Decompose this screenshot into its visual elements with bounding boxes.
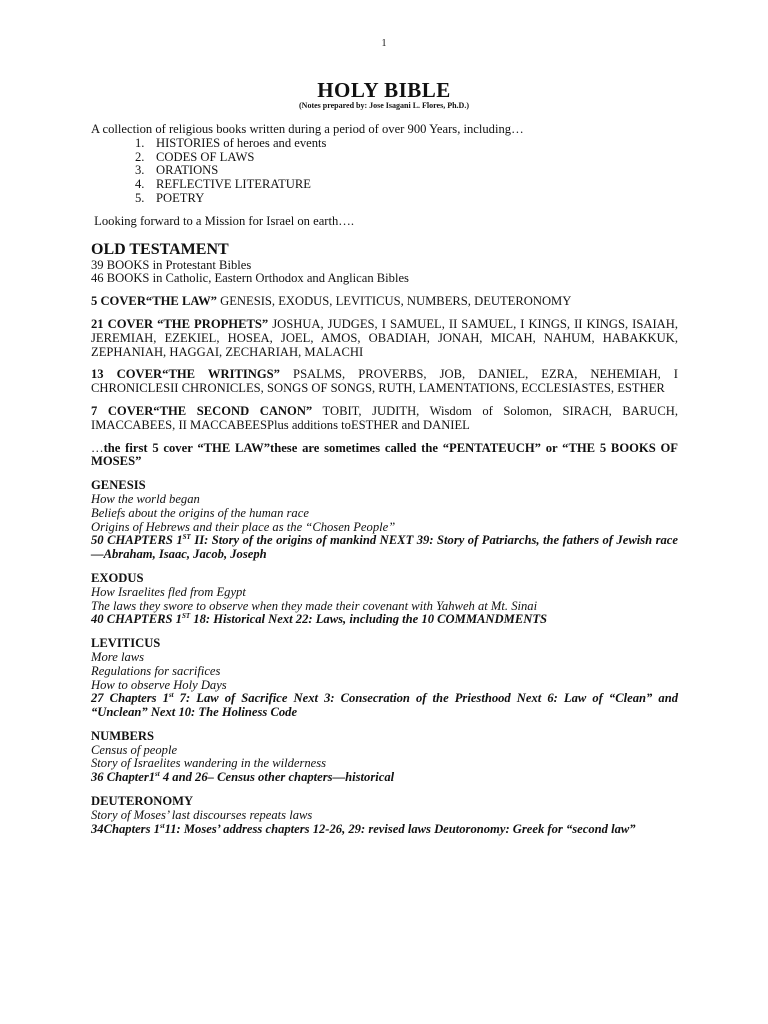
cover-text: GENESIS, EXODUS, LEVITICUS, NUMBERS, DEUTERONOMY	[216, 294, 572, 309]
genesis-note: How the world began	[91, 491, 200, 506]
ordinal-suffix: st	[155, 770, 160, 779]
list-item-text: CODES OF LAWS	[156, 149, 255, 164]
author-notes: (Notes prepared by: Jose Isagani L. Flores, Ph.D.)	[299, 101, 469, 110]
list-item-text: ORATIONS	[156, 163, 219, 178]
cover-label: 13 COVER“THE WRITINGS”	[91, 367, 280, 382]
exodus-note: How Israelites fled from Egypt	[91, 584, 246, 599]
leviticus-summary	[91, 692, 678, 720]
list-item-text: REFLECTIVE LITERATURE	[156, 177, 311, 192]
pentateuch-paragraph	[91, 442, 678, 470]
leviticus-heading: LEVITICUS	[91, 636, 161, 651]
summary-text: 40 CHAPTERS 1	[91, 612, 182, 627]
cover-text: TOBIT, JUDITH, Wisdom of Solomon, SIRACH, BARUCH, IMACCABEES, II MACCABEESPlus additions toESTHER and DANIEL	[91, 403, 678, 432]
cover-text: PSALMS, PROVERBS, JOB, DANIEL, EZRA, NEHEMIAH, I CHRONICLESII CHRONICLES, SONGS OF SONGS, RUTH, LAMENTATIONS, ECCLESIASTES, ESTHER	[91, 367, 678, 396]
cover-text: JOSHUA, JUDGES, I SAMUEL, II SAMUEL, I KINGS, II KINGS, ISAIAH, JEREMIAH, EZEKIEL, HOSEA, JOEL, AMOS, OBADIAH, JONAH, MICAH, NAHUM, HABAKKUK, ZEPHANIAH, HAGGAI, ZECHARIAH, MALACHI	[91, 316, 678, 359]
numbers-summary	[91, 771, 678, 785]
list-item	[135, 151, 678, 165]
list-item-number: 1.	[135, 135, 145, 150]
summary-text: 18: Historical Next 22: Laws, including the 10 COMMANDMENTS	[190, 612, 548, 627]
exodus-note: The laws they swore to observe when they made their covenant with Yahweh at Mt. Sinai	[91, 598, 538, 613]
ordinal-suffix: st	[168, 691, 174, 700]
numbers-heading: NUMBERS	[91, 728, 154, 743]
intro-list	[91, 137, 678, 206]
deuteronomy-summary	[91, 823, 678, 837]
ordinal-suffix: ST	[181, 612, 191, 621]
summary-text: 27 Chapters 1	[91, 691, 169, 706]
page-title: HOLY BIBLE	[317, 78, 451, 102]
deuteronomy-note: Story of Moses’ last discourses repeats laws	[91, 807, 313, 822]
summary-text: 7: Law of Sacrifice Next 3: Consecration of the Priesthood Next 6: Law of “Clean” and “Unclean” Next 10: The Holiness Code	[91, 691, 678, 720]
summary-text: 36 Chapter1	[91, 770, 156, 785]
summary-text: 34Chapters 1	[91, 821, 160, 836]
cover-label: 5 COVER“THE LAW”	[91, 294, 217, 309]
ordinal-suffix: ST	[182, 533, 191, 542]
genesis-note: Beliefs about the origins of the human race	[91, 505, 309, 520]
list-item-number: 4.	[135, 177, 145, 192]
leviticus-note: Regulations for sacrifices	[91, 663, 221, 678]
old-testament-heading: OLD TESTAMENT	[91, 240, 229, 258]
second-canon-cover-paragraph	[91, 405, 678, 433]
genesis-heading: GENESIS	[91, 478, 146, 493]
numbers-note: Census of people	[91, 742, 178, 757]
genesis-note: Origins of Hebrews and their place as the “Chosen People”	[91, 519, 396, 534]
list-item	[135, 137, 678, 151]
intro-paragraph: A collection of religious books written during a period of over 900 Years, including…	[91, 122, 524, 136]
exodus-summary	[91, 613, 678, 627]
list-item-number: 3.	[135, 163, 145, 178]
pentateuch-text: the first 5 cover “THE LAW”these are sometimes called the “PENTATEUCH” or “THE 5 BOOKS OF MOSES”	[91, 440, 678, 469]
summary-text: II: Story of the origins of mankind NEXT 39: Story of Patriarchs, the fathers of Jewish race—Abraham, Isaac, Jacob, Joseph	[91, 533, 678, 562]
list-item-number: 2.	[135, 149, 145, 164]
summary-text: 50 CHAPTERS 1	[91, 533, 183, 548]
list-item-text: HISTORIES of heroes and events	[156, 135, 327, 150]
mission-text: Looking forward to a Mission for Israel on earth….	[94, 213, 355, 228]
exodus-heading: EXODUS	[91, 570, 144, 585]
list-item-text: POETRY	[156, 190, 205, 205]
mission-line	[91, 215, 678, 229]
prophets-cover-paragraph	[91, 318, 678, 359]
genesis-summary	[91, 534, 678, 562]
page-number: 1	[381, 38, 387, 49]
law-cover-paragraph	[91, 295, 678, 309]
leviticus-note: More laws	[91, 649, 145, 664]
cover-label: 7 COVER“THE SECOND CANON”	[91, 403, 313, 418]
ordinal-suffix: st	[159, 821, 165, 830]
list-item	[135, 164, 678, 178]
list-item-number: 5.	[135, 190, 145, 205]
leviticus-note: How to observe Holy Days	[91, 677, 227, 692]
deuteronomy-heading: DEUTERONOMY	[91, 794, 194, 809]
cover-label: 21 COVER “THE PROPHETS”	[91, 316, 269, 331]
document-body	[91, 123, 678, 836]
protestant-count: 39 BOOKS in Protestant Bibles	[91, 257, 252, 272]
writings-cover-paragraph	[91, 368, 678, 396]
numbers-note: Story of Israelites wandering in the wilderness	[91, 756, 327, 771]
summary-text: 4 and 26– Census other chapters—historical	[159, 770, 395, 785]
summary-text: 11: Moses’ address chapters 12-26, 29: revised laws Deutoronomy: Greek for “second law”	[164, 821, 636, 836]
catholic-count: 46 BOOKS in Catholic, Eastern Orthodox and Anglican Bibles	[91, 271, 409, 286]
pentateuch-prefix: …	[91, 440, 104, 455]
list-item	[135, 178, 678, 192]
list-item	[135, 192, 678, 206]
